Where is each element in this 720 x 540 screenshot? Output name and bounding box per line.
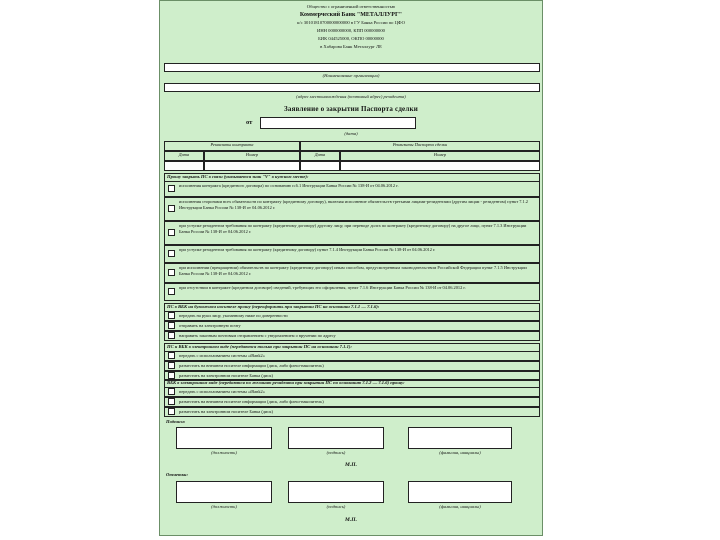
vbk-option-text: разместить на электронном носителе Банка (диск) — [179, 409, 273, 414]
organization-name-caption: (Наименование организации) — [322, 73, 380, 78]
contract-date-input[interactable] — [164, 161, 204, 171]
reason-row — [164, 283, 540, 301]
stamp-label: М.П. — [345, 517, 357, 523]
reason-checkbox[interactable] — [168, 269, 175, 276]
reason-checkbox[interactable] — [168, 205, 175, 212]
passport-details-header: Реквизиты Паспорта сделки — [300, 141, 540, 151]
name-caption: (фамилия, инициалы) — [439, 450, 481, 455]
reason-row — [164, 221, 540, 245]
paper-heading: ПС в ВБК на бумажном носителе прошу (переоформить при закрытии ПС на основании 7.1.1 — 7.1.6): — [164, 303, 540, 311]
reason-text: при отсутствии в контракте (кредитном договоре) сведений, требующих его оформления, пункт 7.1.6 Инструкции Банка России № 138-И от 04.06.2012 г. — [179, 285, 466, 290]
reason-row — [164, 181, 540, 197]
reason-text: исполнения сторонами всех обязательств по контракту (кредитному договору), включая исполнение обязательств третьими лицами-резидентами (другим лицам - резидентом) пункт 7.1.2 Инструкции Банка России № 138-И от 04.06.2012 г. — [179, 199, 528, 210]
position-field[interactable] — [176, 481, 272, 503]
vbk-option-text: разместить на внешнем носителе информации (диск, либо флеш-накопитель) — [179, 399, 324, 404]
electronic-option-checkbox[interactable] — [168, 362, 175, 369]
address-caption: (адрес местонахождения (почтовый адрес) резидента) — [296, 94, 406, 99]
from-label: от — [246, 119, 253, 126]
header-line-4: ИНН 0000000000, КПП 000000000 — [317, 28, 385, 33]
bank-name: Коммерческий Банк "МЕТАЛЛУРГ" — [299, 12, 403, 18]
electronic-heading: ПС и ВБК в электронном виде (передаются только при закрытии ПС на основании 7.1.1): — [164, 343, 540, 351]
signature-field[interactable] — [288, 481, 384, 503]
name-field[interactable] — [408, 481, 512, 503]
reason-heading: Прошу закрыть ПС в связи (указывается знак "V" в нужном месте): — [164, 173, 540, 181]
reason-row — [164, 263, 540, 283]
date-field[interactable] — [260, 117, 416, 129]
vbk-option-checkbox[interactable] — [168, 398, 175, 405]
signature-caption: (подпись) — [326, 504, 346, 509]
position-caption: (должность) — [211, 450, 237, 455]
application-form — [159, 0, 543, 536]
header-line-6: в Хабарова Банк Металлург ЛЕ — [320, 44, 382, 49]
header-line-5: БИК 044525000, ОКПО 00000000 — [318, 36, 384, 41]
contract-details-header: Реквизиты контракта — [164, 141, 300, 151]
vbk-option-text: передать с использованием системы «iBank2» — [179, 389, 265, 394]
contract-number-input[interactable] — [204, 161, 300, 171]
reason-checkbox[interactable] — [168, 250, 175, 257]
paper-option-checkbox[interactable] — [168, 312, 175, 319]
vbk-option-row — [164, 407, 540, 417]
vbk-option-row — [164, 397, 540, 407]
paper-option-text: отправить на электронную почту — [179, 323, 241, 328]
electronic-option-text: передать с использованием системы «iBank2» — [179, 353, 265, 358]
address-field[interactable] — [164, 83, 540, 92]
electronic-option-row — [164, 351, 540, 361]
organization-name-field[interactable] — [164, 63, 540, 72]
signature-field[interactable] — [288, 427, 384, 449]
passport-date-col: Дата — [300, 151, 340, 161]
paper-option-text: передать на руки лицу, указанному ниже по доверенности — [179, 313, 288, 318]
electronic-option-checkbox[interactable] — [168, 352, 175, 359]
passport-number-col: Номер — [340, 151, 540, 161]
paper-option-checkbox[interactable] — [168, 332, 175, 339]
reason-checkbox[interactable] — [168, 229, 175, 236]
position-field[interactable] — [176, 427, 272, 449]
paper-option-row — [164, 321, 540, 331]
reason-text: при уступке резидентом требования по контракту (кредитному договору) другому лицу, при переводе долга по контракту (кредитному договору) на другое лицо, пункт 7.1.3 Инструкции Банка России № 138-И от 04.06.2012 г. — [179, 223, 527, 234]
vbk-option-row — [164, 387, 540, 397]
passport-number-input[interactable] — [340, 161, 540, 171]
electronic-option-checkbox[interactable] — [168, 372, 175, 379]
reason-text: исполнения контракта (кредитного договора) по основанию п.6.1 Инструкции Банка России № 138-И от 04.06.2012 г. — [179, 183, 399, 188]
contract-number-col: Номер — [204, 151, 300, 161]
paper-option-row — [164, 311, 540, 321]
electronic-option-text: разместить на электронном носителе Банка (диск) — [179, 373, 273, 378]
reason-row — [164, 197, 540, 221]
passport-date-input[interactable] — [300, 161, 340, 171]
name-caption: (фамилия, инициалы) — [439, 504, 481, 509]
reason-text: при исполнении (прекращении) обязательств по контракту (кредитному договору) иным способом, предусмотренным законодательством Российской Федерации пункт 7.1.5 Инструкции Банка России № 138-И от 04.06.2012 г. — [179, 265, 527, 276]
page-title: Заявление о закрытии Паспорта сделки — [284, 105, 418, 113]
reason-text: при уступке резидентом требования по контракту (кредитному договору) пункт 7.1.4 Инструкции Банка России № 138-И от 04.06.2012 г. — [179, 247, 436, 252]
stamp-label: М.П. — [345, 462, 357, 468]
org-type-line: Общество с ограниченной ответственностью — [306, 4, 396, 9]
marks-label: Отметки: — [166, 472, 189, 477]
reason-checkbox[interactable] — [168, 288, 175, 295]
vbk-heading: ВБК в электронном виде (передаются по желанию резидента при закрытии ПС по основанию 7.1.2 — 7.1.6) прошу: — [164, 379, 540, 387]
reason-row — [164, 245, 540, 263]
name-field[interactable] — [408, 427, 512, 449]
signature-caption: (подпись) — [326, 450, 346, 455]
paper-option-text: направить заказным почтовым отправлением с уведомлением о вручении по адресу — [179, 333, 336, 338]
date-caption: (дата) — [344, 131, 358, 136]
paper-option-row — [164, 331, 540, 341]
reason-checkbox[interactable] — [168, 185, 175, 192]
header-line-3: к/с 30101810700000000000 в ГУ Банка России по ЦФО — [297, 20, 405, 25]
paper-option-checkbox[interactable] — [168, 322, 175, 329]
electronic-option-row — [164, 361, 540, 371]
vbk-option-checkbox[interactable] — [168, 408, 175, 415]
vbk-option-checkbox[interactable] — [168, 388, 175, 395]
electronic-option-text: разместить на внешнем носителе информации (диск, либо флеш-накопитель) — [179, 363, 324, 368]
signatures-label: Подписи: — [166, 419, 186, 424]
position-caption: (должность) — [211, 504, 237, 509]
contract-date-col: Дата — [164, 151, 204, 161]
